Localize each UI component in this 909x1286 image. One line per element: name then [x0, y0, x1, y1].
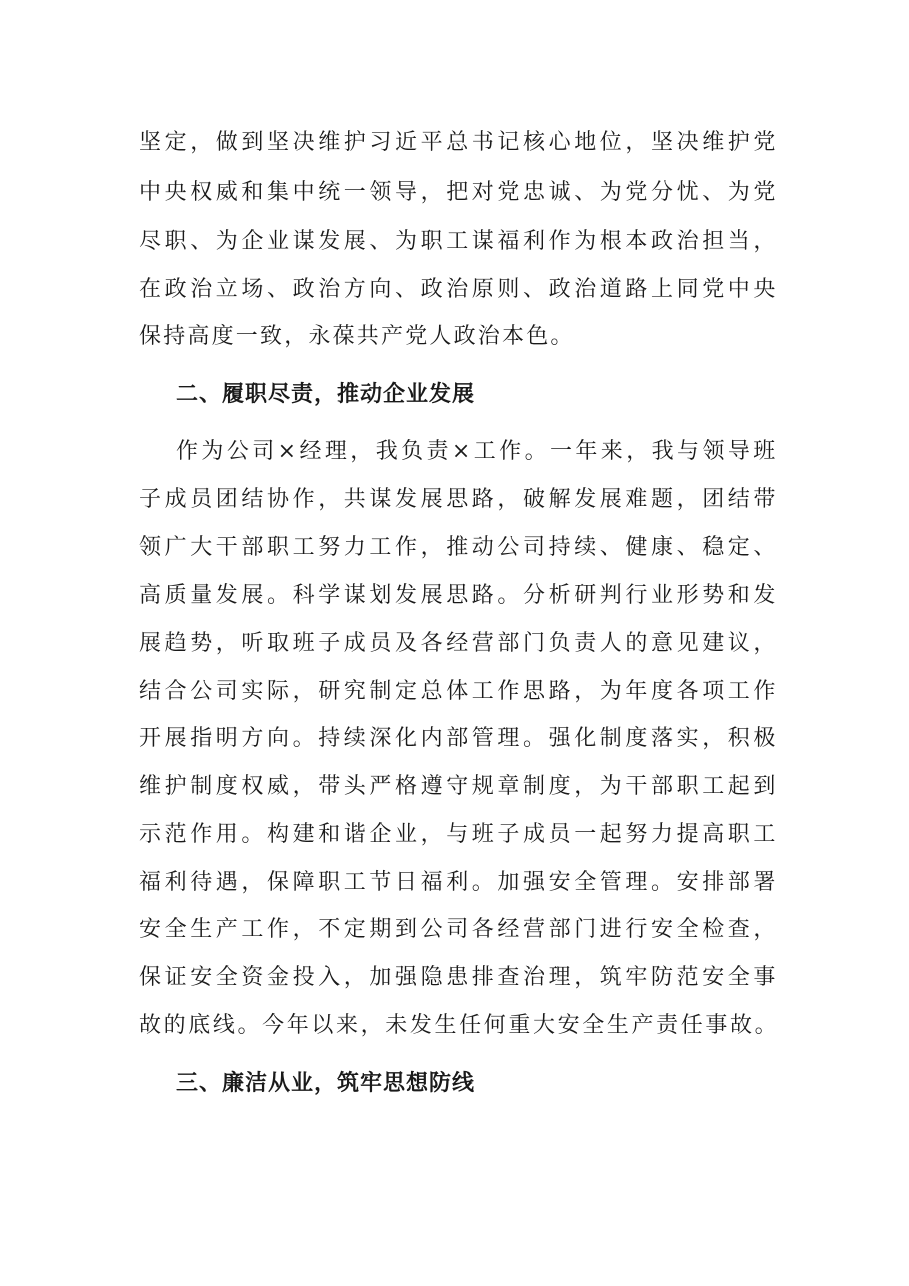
paragraph-line: 结合公司实际，研究制定总体工作思路，为年度各项工作: [139, 679, 780, 704]
paragraph-line: 子成员团结协作，共谋发展思路，破解发展难题，团结带: [139, 487, 780, 512]
paragraph-line: 中央权威和集中统一领导，把对党忠诚、为党分忧、为党: [139, 180, 780, 205]
section-heading: 三、廉洁从业，筑牢思想防线: [176, 1071, 476, 1096]
paragraph-line: 故的底线。今年以来，未发生任何重大安全生产责任事故。: [139, 1013, 780, 1038]
paragraph-line: 开展指明方向。持续深化内部管理。强化制度落实，积极: [139, 726, 780, 751]
paragraph-line: 安全生产工作，不定期到公司各经营部门进行安全检查，: [139, 917, 780, 942]
paragraph-line: 保持高度一致，永葆共产党人政治本色。: [139, 324, 575, 349]
paragraph-line: 作为公司×经理，我负责×工作。一年来，我与领导班: [176, 439, 779, 464]
paragraph-line: 保证安全资金投入，加强隐患排查治理，筑牢防范安全事: [139, 965, 780, 990]
paragraph-line: 尽职、为企业谋发展、为职工谋福利作为根本政治担当，: [139, 229, 780, 254]
paragraph-line: 展趋势，听取班子成员及各经营部门负责人的意见建议，: [139, 631, 780, 656]
paragraph-line: 高质量发展。科学谋划发展思路。分析研判行业形势和发: [139, 583, 780, 608]
paragraph-line: 维护制度权威，带头严格遵守规章制度，为干部职工起到: [139, 774, 780, 799]
paragraph-line: 在政治立场、政治方向、政治原则、政治道路上同党中央: [139, 277, 780, 302]
paragraph-line: 坚定，做到坚决维护习近平总书记核心地位，坚决维护党: [139, 130, 780, 155]
section-heading: 二、履职尽责，推动企业发展: [176, 382, 476, 407]
paragraph-line: 领广大干部职工努力工作，推动公司持续、健康、稳定、: [139, 535, 780, 560]
paragraph-line: 福利待遇，保障职工节日福利。加强安全管理。安排部署: [139, 870, 780, 895]
paragraph-line: 示范作用。构建和谐企业，与班子成员一起努力提高职工: [139, 822, 780, 847]
